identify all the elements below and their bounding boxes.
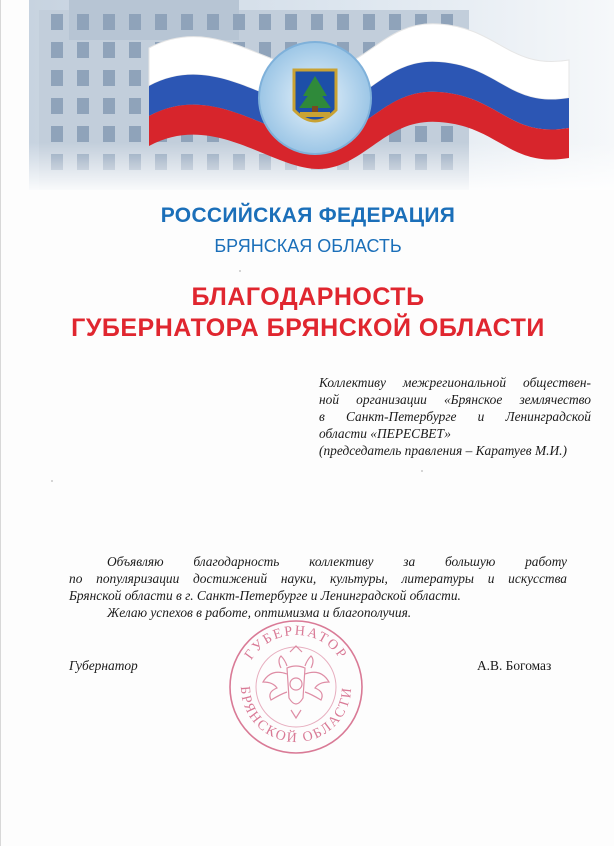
country-heading: РОССИЙСКАЯ ФЕДЕРАЦИЯ [160,204,456,227]
region-heading: БРЯНСКАЯ ОБЛАСТЬ [214,236,402,256]
addressee-line: в Санкт-Петербурге и Ленинградской [319,409,591,424]
double-headed-eagle-icon [263,646,329,718]
document-subtitle: ГУБЕРНАТОРА БРЯНСКОЙ ОБЛАСТИ [71,314,545,342]
banner-image [29,0,614,190]
scan-speck [421,470,423,472]
addressee-line: (председатель правления – Каратуев М.И.) [319,443,567,458]
signatory-name: А.В. Богомаз [477,658,552,673]
addressee-line: ной организации «Брянское землячество [319,392,591,407]
header-banner [29,0,614,190]
addressee-line: области «ПЕРЕСВЕТ» [319,426,451,441]
scan-speck [239,270,241,272]
gratitude-text [69,553,567,621]
seal-top-text: ГУБЕРНАТОР [242,623,350,663]
gratitude-line: Объявляю благодарность коллективу за большую работу [107,554,567,569]
signatory-position: Губернатор [69,658,138,673]
scan-speck [51,480,53,482]
addressee-block [319,374,591,459]
seal-bottom-text: БРЯНСКОЙ ОБЛАСТИ [236,685,356,747]
coat-of-arms-emblem [259,42,371,154]
addressee-line: Коллективу межрегиональной обществен- [319,375,591,390]
gratitude-line: Брянской области в г. Санкт-Петербурге и Ленинградской области. [69,588,461,603]
document-title: БЛАГОДАРНОСТЬ [191,283,425,311]
svg-text:БРЯНСКОЙ ОБЛАСТИ [237,685,356,746]
gratitude-line: Желаю успехов в работе, оптимизма и благополучия. [107,605,412,620]
svg-text:ГУБЕРНАТОР [242,624,350,663]
governor-seal [227,618,365,756]
gratitude-line: по популяризации достижений науки, культуры, литературы и искусства [69,571,567,586]
